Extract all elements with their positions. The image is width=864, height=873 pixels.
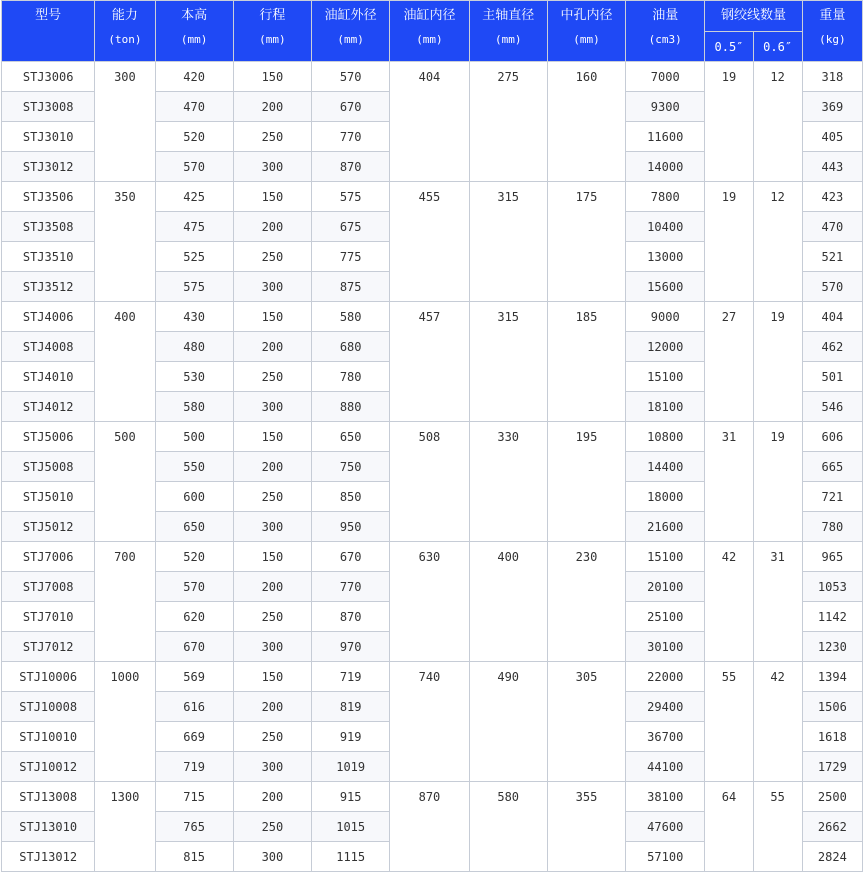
cell-shaft: 580 xyxy=(469,782,547,872)
header-cylinder-outer xyxy=(312,1,390,62)
cell-cylinder-outer: 950 xyxy=(312,512,390,542)
cell-weight: 570 xyxy=(802,272,862,302)
cell-strand-05: 64 xyxy=(705,782,753,872)
cell-oil: 30100 xyxy=(626,632,705,662)
cell-cylinder-outer: 680 xyxy=(312,332,390,362)
header-oil-unit: (cm3) xyxy=(648,33,682,46)
cell-weight: 965 xyxy=(802,542,862,572)
cell-cylinder-outer: 675 xyxy=(312,212,390,242)
cell-hole: 305 xyxy=(547,662,625,782)
cell-height: 520 xyxy=(155,122,233,152)
cell-oil: 7000 xyxy=(626,62,705,92)
cell-stroke: 200 xyxy=(233,92,311,122)
header-weight-label: 重量 xyxy=(819,8,846,23)
cell-stroke: 200 xyxy=(233,572,311,602)
cell-cylinder-outer: 970 xyxy=(312,632,390,662)
cell-height: 600 xyxy=(155,482,233,512)
cell-height: 719 xyxy=(155,752,233,782)
cell-model: STJ4006 xyxy=(2,302,95,332)
cell-stroke: 150 xyxy=(233,422,311,452)
header-shaft xyxy=(469,1,547,62)
cell-model: STJ3510 xyxy=(2,242,95,272)
cell-oil: 44100 xyxy=(626,752,705,782)
cell-cylinder-outer: 870 xyxy=(312,152,390,182)
cell-height: 570 xyxy=(155,572,233,602)
cell-model: STJ3010 xyxy=(2,122,95,152)
cell-oil: 20100 xyxy=(626,572,705,602)
header-cylinder-outer-unit: (mm) xyxy=(337,33,364,46)
cell-cylinder-outer: 870 xyxy=(312,602,390,632)
cell-weight: 521 xyxy=(802,242,862,272)
cell-stroke: 250 xyxy=(233,812,311,842)
header-stroke-unit: (mm) xyxy=(259,33,286,46)
cell-model: STJ7010 xyxy=(2,602,95,632)
cell-cylinder-outer: 780 xyxy=(312,362,390,392)
cell-strand-05: 42 xyxy=(705,542,753,662)
table-row xyxy=(2,302,863,332)
cell-height: 580 xyxy=(155,392,233,422)
header-capacity xyxy=(95,1,155,62)
header-hole xyxy=(547,1,625,62)
cell-oil: 14000 xyxy=(626,152,705,182)
cell-weight: 423 xyxy=(802,182,862,212)
header-height-unit: (mm) xyxy=(180,33,208,46)
header-capacity-label: 能力 xyxy=(111,8,138,23)
cell-shaft: 330 xyxy=(469,422,547,542)
cell-weight: 606 xyxy=(802,422,862,452)
cell-cylinder-inner: 870 xyxy=(390,782,469,872)
cell-oil: 22000 xyxy=(626,662,705,692)
header-strand xyxy=(705,1,802,32)
cell-weight: 443 xyxy=(802,152,862,182)
header-height xyxy=(155,1,233,62)
cell-weight: 1053 xyxy=(802,572,862,602)
cell-strand-06: 19 xyxy=(753,422,802,542)
cell-model: STJ3006 xyxy=(2,62,95,92)
cell-strand-06: 19 xyxy=(753,302,802,422)
cell-weight: 2500 xyxy=(802,782,862,812)
table-row xyxy=(2,182,863,212)
cell-cylinder-inner: 457 xyxy=(390,302,469,422)
cell-stroke: 250 xyxy=(233,602,311,632)
cell-oil: 18100 xyxy=(626,392,705,422)
cell-capacity: 500 xyxy=(95,422,155,542)
cell-model: STJ5008 xyxy=(2,452,95,482)
cell-model: STJ13008 xyxy=(2,782,95,812)
cell-strand-05: 19 xyxy=(705,182,753,302)
cell-stroke: 300 xyxy=(233,512,311,542)
cell-stroke: 250 xyxy=(233,482,311,512)
cell-capacity: 1000 xyxy=(95,662,155,782)
cell-weight: 1394 xyxy=(802,662,862,692)
table-body xyxy=(2,62,863,872)
cell-cylinder-inner: 508 xyxy=(390,422,469,542)
cell-cylinder-outer: 880 xyxy=(312,392,390,422)
cell-cylinder-outer: 850 xyxy=(312,482,390,512)
cell-stroke: 250 xyxy=(233,122,311,152)
cell-height: 715 xyxy=(155,782,233,812)
cell-stroke: 300 xyxy=(233,272,311,302)
cell-cylinder-outer: 1115 xyxy=(312,842,390,872)
cell-weight: 318 xyxy=(802,62,862,92)
cell-stroke: 150 xyxy=(233,302,311,332)
header-cylinder-outer-label: 油缸外径 xyxy=(324,8,377,23)
cell-model: STJ7006 xyxy=(2,542,95,572)
cell-model: STJ13010 xyxy=(2,812,95,842)
header-weight xyxy=(802,1,862,62)
cell-height: 620 xyxy=(155,602,233,632)
cell-shaft: 275 xyxy=(469,62,547,182)
cell-stroke: 300 xyxy=(233,752,311,782)
cell-weight: 501 xyxy=(802,362,862,392)
cell-hole: 355 xyxy=(547,782,625,872)
table-row xyxy=(2,62,863,92)
cell-cylinder-outer: 770 xyxy=(312,122,390,152)
cell-cylinder-inner: 740 xyxy=(390,662,469,782)
header-cylinder-inner xyxy=(390,1,469,62)
cell-height: 420 xyxy=(155,62,233,92)
spec-table xyxy=(1,0,863,872)
cell-stroke: 250 xyxy=(233,362,311,392)
cell-capacity: 1300 xyxy=(95,782,155,872)
cell-height: 430 xyxy=(155,302,233,332)
cell-capacity: 350 xyxy=(95,182,155,302)
cell-strand-06: 42 xyxy=(753,662,802,782)
cell-height: 530 xyxy=(155,362,233,392)
cell-cylinder-inner: 630 xyxy=(390,542,469,662)
cell-weight: 369 xyxy=(802,92,862,122)
cell-stroke: 150 xyxy=(233,62,311,92)
cell-strand-06: 12 xyxy=(753,62,802,182)
header-weight-unit: (kg) xyxy=(819,33,846,46)
cell-weight: 1142 xyxy=(802,602,862,632)
cell-model: STJ5006 xyxy=(2,422,95,452)
cell-oil: 11600 xyxy=(626,122,705,152)
cell-weight: 2824 xyxy=(802,842,862,872)
cell-cylinder-outer: 650 xyxy=(312,422,390,452)
cell-stroke: 300 xyxy=(233,152,311,182)
cell-model: STJ10010 xyxy=(2,722,95,752)
cell-oil: 9000 xyxy=(626,302,705,332)
header-model xyxy=(2,1,95,62)
cell-oil: 9300 xyxy=(626,92,705,122)
cell-cylinder-outer: 819 xyxy=(312,692,390,722)
cell-weight: 780 xyxy=(802,512,862,542)
header-strand-05: 0.5″ xyxy=(705,32,753,62)
cell-oil: 10400 xyxy=(626,212,705,242)
cell-hole: 185 xyxy=(547,302,625,422)
cell-shaft: 400 xyxy=(469,542,547,662)
cell-weight: 462 xyxy=(802,332,862,362)
cell-stroke: 300 xyxy=(233,392,311,422)
header-shaft-unit: (mm) xyxy=(494,33,522,46)
cell-hole: 175 xyxy=(547,182,625,302)
cell-weight: 405 xyxy=(802,122,862,152)
cell-oil: 13000 xyxy=(626,242,705,272)
cell-height: 425 xyxy=(155,182,233,212)
header-strand-06: 0.6″ xyxy=(753,32,802,62)
table-header xyxy=(2,1,863,62)
cell-cylinder-outer: 1019 xyxy=(312,752,390,782)
cell-weight: 404 xyxy=(802,302,862,332)
cell-stroke: 200 xyxy=(233,692,311,722)
cell-height: 650 xyxy=(155,512,233,542)
cell-oil: 12000 xyxy=(626,332,705,362)
cell-stroke: 150 xyxy=(233,542,311,572)
cell-shaft: 490 xyxy=(469,662,547,782)
cell-height: 475 xyxy=(155,212,233,242)
cell-cylinder-outer: 919 xyxy=(312,722,390,752)
cell-model: STJ3506 xyxy=(2,182,95,212)
cell-strand-06: 55 xyxy=(753,782,802,872)
cell-height: 669 xyxy=(155,722,233,752)
cell-oil: 10800 xyxy=(626,422,705,452)
cell-height: 500 xyxy=(155,422,233,452)
cell-height: 670 xyxy=(155,632,233,662)
cell-capacity: 700 xyxy=(95,542,155,662)
cell-stroke: 200 xyxy=(233,782,311,812)
table-row xyxy=(2,542,863,572)
header-oil-label: 油量 xyxy=(652,8,679,23)
table-row xyxy=(2,782,863,812)
cell-stroke: 250 xyxy=(233,722,311,752)
cell-strand-05: 19 xyxy=(705,62,753,182)
cell-height: 550 xyxy=(155,452,233,482)
header-strand-label: 钢绞线数量 xyxy=(721,8,787,23)
cell-cylinder-inner: 404 xyxy=(390,62,469,182)
header-model-label: 型号 xyxy=(35,8,62,23)
cell-model: STJ13012 xyxy=(2,842,95,872)
cell-shaft: 315 xyxy=(469,302,547,422)
header-hole-label: 中孔内径 xyxy=(560,8,613,23)
cell-oil: 15600 xyxy=(626,272,705,302)
cell-oil: 18000 xyxy=(626,482,705,512)
cell-oil: 15100 xyxy=(626,362,705,392)
cell-shaft: 315 xyxy=(469,182,547,302)
cell-strand-05: 55 xyxy=(705,662,753,782)
cell-oil: 21600 xyxy=(626,512,705,542)
cell-stroke: 150 xyxy=(233,182,311,212)
cell-cylinder-inner: 455 xyxy=(390,182,469,302)
cell-weight: 665 xyxy=(802,452,862,482)
header-capacity-unit: (ton) xyxy=(108,33,142,46)
cell-oil: 7800 xyxy=(626,182,705,212)
cell-height: 525 xyxy=(155,242,233,272)
cell-oil: 57100 xyxy=(626,842,705,872)
cell-stroke: 150 xyxy=(233,662,311,692)
cell-stroke: 200 xyxy=(233,452,311,482)
cell-height: 480 xyxy=(155,332,233,362)
header-stroke-label: 行程 xyxy=(259,8,286,23)
cell-hole: 230 xyxy=(547,542,625,662)
cell-weight: 2662 xyxy=(802,812,862,842)
cell-weight: 470 xyxy=(802,212,862,242)
cell-height: 520 xyxy=(155,542,233,572)
cell-model: STJ7012 xyxy=(2,632,95,662)
cell-weight: 721 xyxy=(802,482,862,512)
header-shaft-label: 主轴直径 xyxy=(482,8,535,23)
cell-cylinder-outer: 670 xyxy=(312,92,390,122)
cell-strand-06: 31 xyxy=(753,542,802,662)
cell-weight: 1506 xyxy=(802,692,862,722)
cell-cylinder-outer: 875 xyxy=(312,272,390,302)
cell-oil: 38100 xyxy=(626,782,705,812)
cell-hole: 195 xyxy=(547,422,625,542)
cell-model: STJ4010 xyxy=(2,362,95,392)
header-cylinder-inner-label: 油缸内径 xyxy=(403,8,456,23)
cell-model: STJ3008 xyxy=(2,92,95,122)
cell-cylinder-outer: 670 xyxy=(312,542,390,572)
cell-height: 470 xyxy=(155,92,233,122)
cell-stroke: 300 xyxy=(233,632,311,662)
header-stroke xyxy=(233,1,311,62)
cell-strand-05: 31 xyxy=(705,422,753,542)
table-row xyxy=(2,662,863,692)
cell-cylinder-outer: 770 xyxy=(312,572,390,602)
cell-capacity: 400 xyxy=(95,302,155,422)
cell-oil: 29400 xyxy=(626,692,705,722)
cell-height: 765 xyxy=(155,812,233,842)
cell-height: 569 xyxy=(155,662,233,692)
cell-model: STJ10008 xyxy=(2,692,95,722)
cell-weight: 1729 xyxy=(802,752,862,782)
header-height-label: 本高 xyxy=(181,8,208,23)
cell-cylinder-outer: 915 xyxy=(312,782,390,812)
cell-cylinder-outer: 750 xyxy=(312,452,390,482)
cell-cylinder-outer: 775 xyxy=(312,242,390,272)
cell-strand-06: 12 xyxy=(753,182,802,302)
cell-oil: 14400 xyxy=(626,452,705,482)
cell-height: 616 xyxy=(155,692,233,722)
cell-weight: 546 xyxy=(802,392,862,422)
cell-height: 575 xyxy=(155,272,233,302)
cell-cylinder-outer: 575 xyxy=(312,182,390,212)
cell-stroke: 250 xyxy=(233,242,311,272)
header-cylinder-inner-unit: (mm) xyxy=(416,33,443,46)
cell-strand-05: 27 xyxy=(705,302,753,422)
cell-stroke: 200 xyxy=(233,212,311,242)
cell-cylinder-outer: 719 xyxy=(312,662,390,692)
cell-stroke: 200 xyxy=(233,332,311,362)
cell-oil: 47600 xyxy=(626,812,705,842)
cell-model: STJ5012 xyxy=(2,512,95,542)
cell-model: STJ4008 xyxy=(2,332,95,362)
cell-oil: 36700 xyxy=(626,722,705,752)
header-oil xyxy=(626,1,705,62)
cell-model: STJ3012 xyxy=(2,152,95,182)
cell-cylinder-outer: 580 xyxy=(312,302,390,332)
cell-oil: 15100 xyxy=(626,542,705,572)
cell-model: STJ3508 xyxy=(2,212,95,242)
table-row xyxy=(2,422,863,452)
cell-oil: 25100 xyxy=(626,602,705,632)
cell-height: 570 xyxy=(155,152,233,182)
cell-model: STJ10006 xyxy=(2,662,95,692)
cell-model: STJ5010 xyxy=(2,482,95,512)
header-hole-unit: (mm) xyxy=(573,33,600,46)
cell-model: STJ3512 xyxy=(2,272,95,302)
cell-weight: 1618 xyxy=(802,722,862,752)
cell-model: STJ7008 xyxy=(2,572,95,602)
cell-hole: 160 xyxy=(547,62,625,182)
cell-capacity: 300 xyxy=(95,62,155,182)
cell-cylinder-outer: 1015 xyxy=(312,812,390,842)
cell-height: 815 xyxy=(155,842,233,872)
cell-model: STJ4012 xyxy=(2,392,95,422)
cell-cylinder-outer: 570 xyxy=(312,62,390,92)
cell-stroke: 300 xyxy=(233,842,311,872)
cell-model: STJ10012 xyxy=(2,752,95,782)
cell-weight: 1230 xyxy=(802,632,862,662)
